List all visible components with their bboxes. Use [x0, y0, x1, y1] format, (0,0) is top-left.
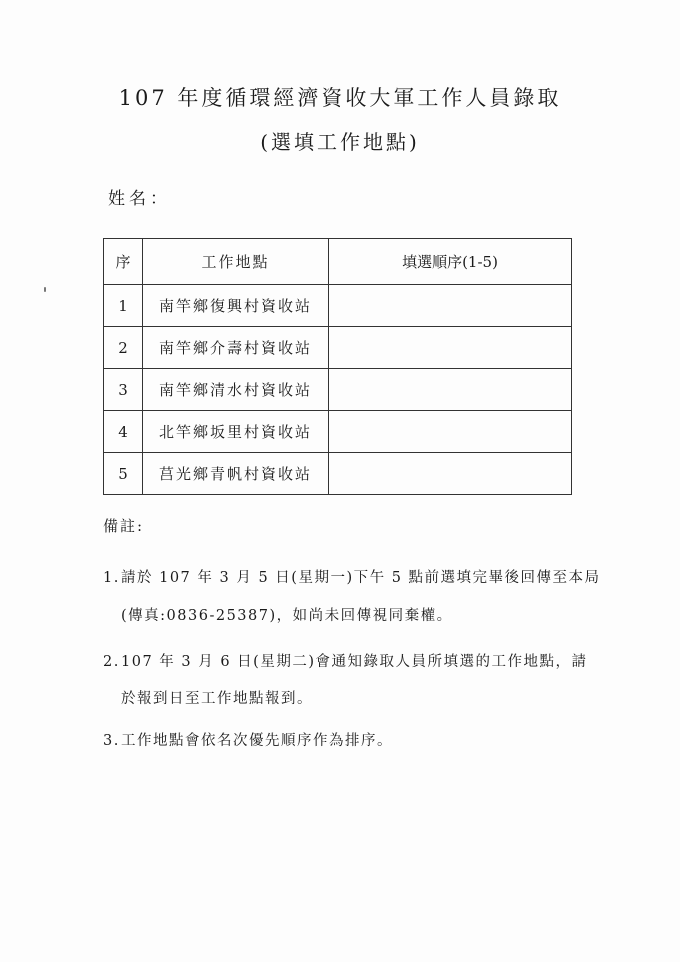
remark-item-3 [103, 729, 393, 750]
document-subtitle: (選填工作地點) [260, 130, 420, 154]
row-order-cell[interactable] [329, 327, 572, 369]
row-order-cell[interactable] [329, 369, 572, 411]
remark-text: 工作地點會依名次優先順序作為排序。 [121, 733, 393, 749]
row-seq: 3 [104, 369, 143, 411]
row-order-cell[interactable] [329, 411, 572, 453]
remark-item-1 [103, 566, 601, 587]
document-title: 107 年度循環經濟資收大軍工作人員錄取 [118, 86, 562, 110]
row-location: 南竿鄉清水村資收站 [143, 369, 329, 411]
row-seq: 1 [104, 285, 143, 327]
remark-item-2 [103, 650, 587, 671]
scan-speck [44, 287, 46, 292]
remark-number: 1. [103, 570, 120, 586]
table-row [104, 411, 572, 453]
remark-text: 107 年 3 月 6 日(星期二)會通知錄取人員所填選的工作地點，請 [121, 654, 588, 670]
remark-item-1-continuation: (傳真:0836-25387)，如尚未回傳視同棄權。 [121, 608, 453, 624]
table-row [104, 369, 572, 411]
table-header-row [104, 239, 572, 285]
row-order-cell[interactable] [329, 285, 572, 327]
row-seq: 2 [104, 327, 143, 369]
remarks-label: 備註: [103, 517, 145, 535]
table-row [104, 453, 572, 495]
remark-text: 請於 107 年 3 月 5 日(星期一)下午 5 點前選填完畢後回傳至本局 [121, 570, 601, 586]
remark-item-2-continuation: 於報到日至工作地點報到。 [121, 691, 313, 707]
location-table [103, 238, 572, 495]
header-seq: 序 [104, 239, 143, 285]
header-order: 填選順序(1-5) [329, 239, 572, 285]
table-row [104, 285, 572, 327]
row-seq: 4 [104, 411, 143, 453]
row-seq: 5 [104, 453, 143, 495]
name-field-label: 姓名： [108, 189, 171, 209]
row-location: 北竿鄉坂里村資收站 [143, 411, 329, 453]
row-order-cell[interactable] [329, 453, 572, 495]
remark-number: 3. [103, 733, 120, 749]
table-row [104, 327, 572, 369]
header-location: 工作地點 [143, 239, 329, 285]
remark-number: 2. [103, 654, 120, 670]
row-location: 南竿鄉介壽村資收站 [143, 327, 329, 369]
row-location: 南竿鄉復興村資收站 [143, 285, 329, 327]
row-location: 莒光鄉青帆村資收站 [143, 453, 329, 495]
